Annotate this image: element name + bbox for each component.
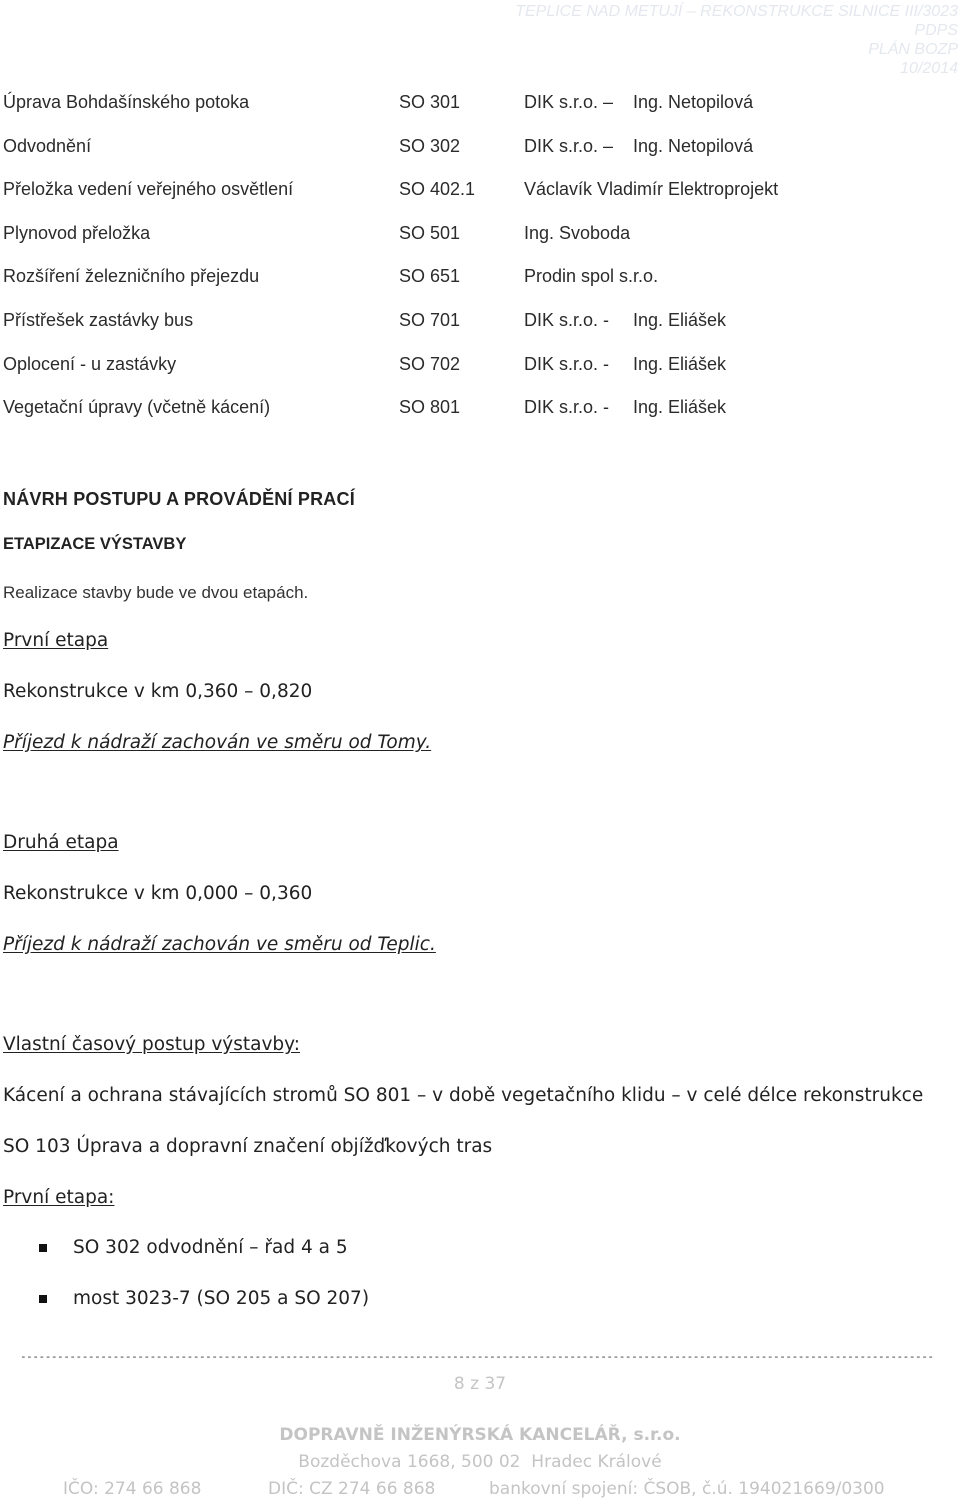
- header-stage: PDPS: [914, 22, 958, 39]
- object-company: DIK s.r.o. -: [524, 353, 610, 374]
- object-code: SO 301: [399, 92, 461, 112]
- stage1-title: První etapa: [3, 630, 109, 651]
- object-company: DIK s.r.o. -: [524, 309, 610, 330]
- object-code: SO 651: [399, 266, 461, 287]
- table-row: [3, 223, 953, 267]
- intro-text: Realizace stavby bude ve dvou etapách.: [3, 583, 309, 602]
- section-heading: NÁVRH POSTUPU A PROVÁDĚNÍ PRACÍ: [3, 489, 355, 509]
- object-name: Rozšíření železničního přejezdu: [3, 266, 260, 287]
- schedule-stage-title: První etapa:: [3, 1187, 115, 1208]
- object-person: Ing. Eliášek: [633, 309, 727, 330]
- footer-separator: ----------------------------------------------------------------------------------------------------------------------------------------------------: [20, 1350, 934, 1363]
- list-item: SO 302 odvodnění – řad 4 a 5: [73, 1237, 348, 1258]
- table-row: [3, 179, 953, 223]
- footer-address: Bozděchova 1668, 500 02 Hradec Králové: [298, 1452, 662, 1472]
- header-project-title: TEPLICE NAD METUJÍ – REKONSTRUKCE SILNICE III/3023: [515, 3, 958, 20]
- schedule-line: Kácení a ochrana stávajících stromů SO 801 – v době vegetačního klidu – v celé délce rekonstrukce: [3, 1085, 924, 1106]
- object-code: SO 402.1: [399, 179, 476, 200]
- list-item: most 3023-7 (SO 205 a SO 207): [73, 1288, 370, 1309]
- object-name: Vegetační úpravy (včetně kácení): [3, 397, 271, 418]
- header-doc-type: PLÁN BOZP: [868, 41, 958, 58]
- stage2-access: Příjezd k nádraží zachován ve směru od Teplic.: [3, 934, 436, 955]
- object-name: Úprava Bohdašínského potoka: [3, 92, 250, 112]
- object-code: SO 801: [399, 397, 461, 418]
- footer-ico: IČO: 274 66 868: [63, 1479, 202, 1499]
- table-row: [3, 266, 953, 310]
- bullet-icon: [39, 1295, 47, 1303]
- footer-dic: DIČ: CZ 274 66 868: [268, 1479, 436, 1499]
- table-row: [3, 397, 953, 441]
- section-subheading: ETAPIZACE VÝSTAVBY: [3, 535, 187, 553]
- stage1-range: Rekonstrukce v km 0,360 – 0,820: [3, 681, 313, 702]
- footer-bank: bankovní spojení: ČSOB, č.ú. 194021669/0300: [489, 1479, 885, 1499]
- page-number: 8 z 37: [453, 1374, 507, 1394]
- stage2-title: Druhá etapa: [3, 832, 119, 853]
- object-name: Přeložka vedení veřejného osvětlení: [3, 179, 294, 200]
- object-person: Ing. Eliášek: [633, 353, 727, 374]
- schedule-title: Vlastní časový postup výstavby:: [3, 1034, 300, 1055]
- table-row: [3, 136, 953, 180]
- stage1-access: Příjezd k nádraží zachován ve směru od Tomy.: [3, 732, 432, 753]
- object-name: Odvodnění: [3, 135, 92, 156]
- table-row: [3, 92, 953, 136]
- header-date: 10/2014: [900, 60, 958, 77]
- object-person: Ing. Eliášek: [633, 397, 727, 418]
- object-person: Ing. Netopilová: [633, 92, 754, 112]
- object-person: Ing. Netopilová: [633, 135, 754, 156]
- objects-table: [3, 92, 953, 441]
- object-company: Václavík Vladimír Elektroprojekt: [524, 179, 779, 200]
- object-name: Přístřešek zastávky bus: [3, 309, 194, 330]
- object-code: SO 702: [399, 353, 461, 374]
- object-code: SO 302: [399, 135, 461, 156]
- object-code: SO 701: [399, 309, 461, 330]
- object-company: DIK s.r.o. –: [524, 92, 614, 112]
- object-name: Oplocení - u zastávky: [3, 353, 177, 374]
- schedule-line: SO 103 Úprava a dopravní značení objížďkových tras: [3, 1136, 493, 1157]
- object-company: DIK s.r.o. -: [524, 397, 610, 418]
- object-company: Ing. Svoboda: [524, 222, 631, 243]
- stage2-range: Rekonstrukce v km 0,000 – 0,360: [3, 883, 313, 904]
- footer-company: DOPRAVNĚ INŽENÝRSKÁ KANCELÁŘ, s.r.o.: [279, 1425, 681, 1445]
- object-company: Prodin spol s.r.o.: [524, 266, 659, 287]
- table-row: [3, 354, 953, 398]
- object-name: Plynovod přeložka: [3, 222, 151, 243]
- object-company: DIK s.r.o. –: [524, 135, 614, 156]
- bullet-icon: [39, 1244, 47, 1252]
- document-header: [515, 2, 958, 78]
- object-code: SO 501: [399, 222, 461, 243]
- table-row: [3, 310, 953, 354]
